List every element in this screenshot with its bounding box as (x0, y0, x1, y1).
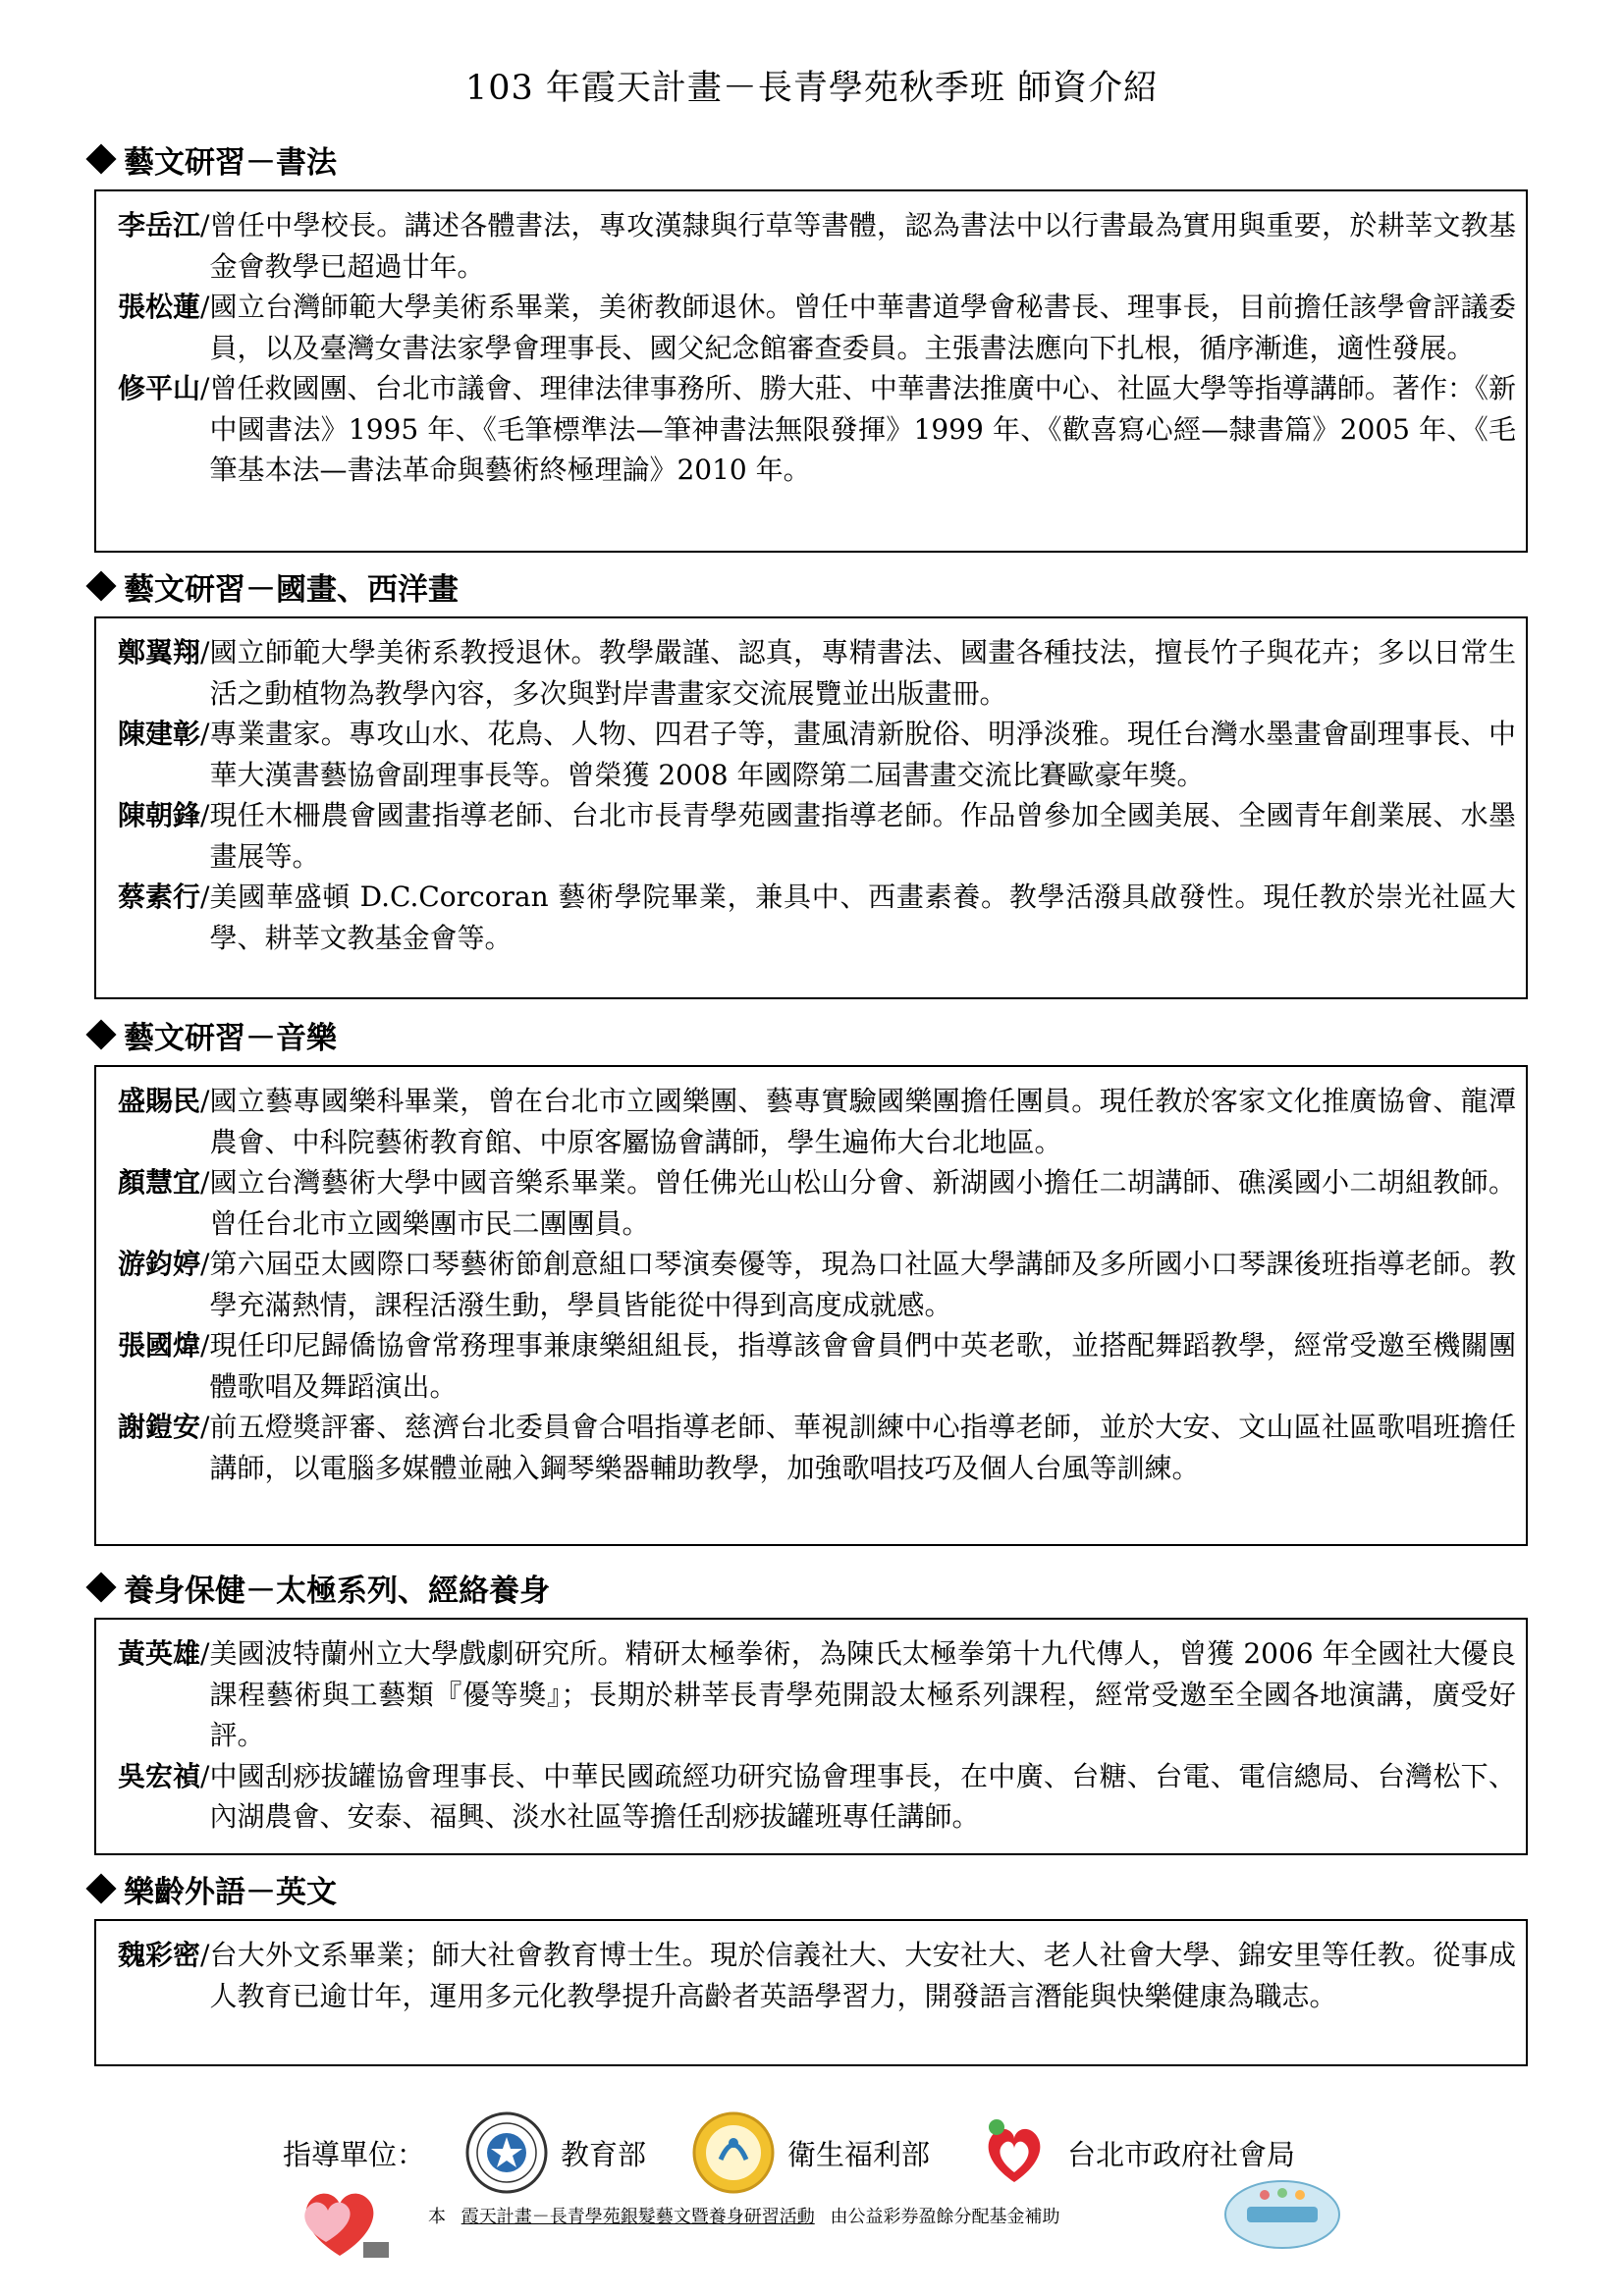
diamond-bullet-icon (85, 1019, 116, 1049)
moe-logo-icon (464, 2110, 549, 2195)
teacher-entry (118, 1935, 1516, 2016)
program-name: 霞天計畫－長青學苑銀髮藝文暨養身研習活動 (460, 2207, 815, 2227)
teacher-entry (118, 205, 1516, 287)
teacher-name: 謝鎧安 / (118, 1407, 209, 1488)
teacher-desc: 國立台灣師範大學美術系畢業，美術教師退休。曾任中華書道學會秘書長、理事長，目前擔任該學會評議委員，以及臺灣女書法家學會理事長、國父紀念館審查委員。主張書法應向下扎根，循序漸進，適性發展。 (209, 291, 1516, 364)
teacher-entry (118, 1244, 1516, 1325)
teacher-name: 張松蓮 / (118, 287, 209, 368)
teacher-name: 黃英雄 / (118, 1633, 209, 1756)
teacher-entry (118, 287, 1516, 368)
teacher-entry (118, 1162, 1516, 1244)
teacher-name: 鄭翼翔 / (118, 632, 209, 714)
teacher-desc: 現任印尼歸僑協會常務理事兼康樂組組長，指導該會會員們中英老歌，並搭配舞蹈教學，經常受邀至機關團體歌唱及舞蹈演出。 (209, 1329, 1516, 1403)
teacher-name: 修平山 / (118, 368, 209, 491)
teacher-desc: 美國波特蘭州立大學戲劇研究所。精研太極拳術，為陳氏太極拳第十九代傳人，曾獲 2006 年全國社大優良課程藝術與工藝類『優等獎』；長期於耕莘長青學苑開設太極系列課程，經常受邀至全國各地演講，廣受好評。 (209, 1637, 1516, 1751)
teacher-desc: 曾任中學校長。講述各體書法，專攻漢隸與行草等書體，認為書法中以行書最為實用與重要，於耕莘文教基金會教學已超過廿年。 (209, 209, 1516, 283)
teacher-entry (118, 1756, 1516, 1838)
teacher-desc: 台大外文系畢業；師大社會教育博士生。現於信義社大、大安社大、老人社會大學、錦安里等任教。從事成人教育已逾廿年，運用多元化教學提升高齡者英語學習力，開發語言潛能與快樂健康為職志。 (209, 1939, 1516, 2012)
section-box-calligraphy (94, 189, 1528, 553)
teacher-entry (118, 714, 1516, 795)
public-welfare-lottery-logo-icon (1221, 2177, 1343, 2252)
guide-unit-social-welfare: 台北市政府社會局 (1067, 2137, 1296, 2171)
section-heading-english: 樂齡外語－英文 (90, 1867, 337, 1911)
guide-label: 指導單位： (283, 2137, 426, 2171)
guide-unit-moe: 教育部 (561, 2137, 647, 2171)
teacher-entry (118, 632, 1516, 714)
diamond-bullet-icon (85, 143, 116, 174)
section-heading-music: 藝文研習－音樂 (90, 1013, 337, 1057)
teacher-desc: 曾任救國團、台北市議會、理律法律事務所、勝大莊、中華書法推廣中心、社區大學等指導講師。著作：《新中國書法》1995 年、《毛筆標準法—筆神書法無限發揮》1999 年、《歡喜寫心經—隸書篇》2005 年、《毛筆基本法—書法革命與藝術終極理論》2010 年。 (209, 372, 1516, 486)
teacher-name: 盛賜民 / (118, 1081, 209, 1162)
teacher-name: 吳宏禎 / (118, 1756, 209, 1838)
diamond-bullet-icon (85, 570, 116, 601)
section-heading-health: 養身保健－太極系列、經絡養身 (90, 1566, 550, 1610)
teacher-entry (118, 1081, 1516, 1162)
teacher-name: 李岳江 / (118, 205, 209, 287)
section-box-english (94, 1919, 1528, 2066)
lottery-heart-logo-icon (291, 2173, 395, 2264)
teacher-desc: 中國刮痧拔罐協會理事長、中華民國疏經功研究協會理事長，在中廣、台糖、台電、電信總局、台灣松下、內湖農會、安泰、福興、淡水社區等擔任刮痧拔罐班專任講師。 (209, 1759, 1516, 1833)
teacher-desc: 國立台灣藝術大學中國音樂系畢業。曾任佛光山松山分會、新湖國小擔任二胡講師、礁溪國小二胡組教師。曾任台北市立國樂團市民二團團員。 (209, 1166, 1516, 1240)
teacher-entry (118, 1407, 1516, 1488)
teacher-name: 陳朝鋒 / (118, 795, 209, 877)
teacher-name: 張國煒 / (118, 1325, 209, 1407)
teacher-name: 游鈞婷 / (118, 1244, 209, 1325)
diamond-bullet-icon (85, 1572, 116, 1602)
teacher-entry (118, 368, 1516, 491)
teacher-name: 陳建彰 / (118, 714, 209, 795)
section-heading-calligraphy: 藝文研習－書法 (90, 137, 337, 182)
teacher-entry (118, 877, 1516, 958)
diamond-bullet-icon (85, 1873, 116, 1903)
teacher-desc: 國立師範大學美術系教授退休。教學嚴謹、認真，專精書法、國畫各種技法，擅長竹子與花卉；多以日常生活之動植物為教學內容，多次與對岸書畫家交流展覽並出版畫冊。 (209, 636, 1516, 710)
teacher-entry (118, 1633, 1516, 1756)
teacher-desc: 現任木柵農會國畫指導老師、台北市長青學苑國畫指導老師。作品曾參加全國美展、全國青年創業展、水墨畫展等。 (209, 799, 1516, 873)
section-box-music (94, 1065, 1528, 1546)
mohw-logo-icon (691, 2110, 776, 2195)
page-title: 103 年霞天計畫－長青學苑秋季班 師資介紹 (464, 69, 1160, 108)
section-heading-painting: 藝文研習－國畫、西洋畫 (90, 564, 459, 609)
teacher-name: 蔡素行 / (118, 877, 209, 958)
teacher-desc: 前五燈獎評審、慈濟台北委員會合唱指導老師、華視訓練中心指導老師，並於大安、文山區社區歌唱班擔任講師，以電腦多媒體並融入鋼琴樂器輔助教學，加強歌唱技巧及個人台風等訓練。 (209, 1411, 1516, 1484)
teacher-name: 顏慧宜 / (118, 1162, 209, 1244)
teacher-name: 魏彩密 / (118, 1935, 209, 2016)
teacher-desc: 第六屆亞太國際口琴藝術節創意組口琴演奏優等，現為口社區大學講師及多所國小口琴課後班指導老師。教學充滿熱情，課程活潑生動，學員皆能從中得到高度成就感。 (209, 1248, 1516, 1321)
section-box-painting (94, 616, 1528, 999)
funding-note: 本 霞天計畫－長青學苑銀髮藝文暨養身研習活動 由公益彩券盈餘分配基金補助 (428, 2207, 1060, 2227)
teacher-entry (118, 1325, 1516, 1407)
guide-unit-mohw: 衛生福利部 (787, 2137, 931, 2171)
teacher-entry (118, 795, 1516, 877)
teacher-desc: 專業畫家。專攻山水、花鳥、人物、四君子等，畫風清新脫俗、明淨淡雅。現任台灣水墨畫會副理事長、中華大漢書藝協會副理事長等。曾榮獲 2008 年國際第二屆書畫交流比賽歐豪年獎。 (209, 718, 1516, 791)
social-welfare-logo-icon (975, 2113, 1054, 2192)
teacher-desc: 國立藝專國樂科畢業，曾在台北市立國樂團、藝專實驗國樂團擔任團員。現任教於客家文化推廣協會、龍潭農會、中科院藝術教育館、中原客屬協會講師，學生遍佈大台北地區。 (209, 1085, 1516, 1158)
section-box-health (94, 1618, 1528, 1855)
teacher-desc: 美國華盛頓 D.C.Corcoran 藝術學院畢業，兼具中、西畫素養。教學活潑具啟發性。現任教於崇光社區大學、耕莘文教基金會等。 (209, 881, 1516, 954)
guide-units (283, 2110, 1295, 2195)
